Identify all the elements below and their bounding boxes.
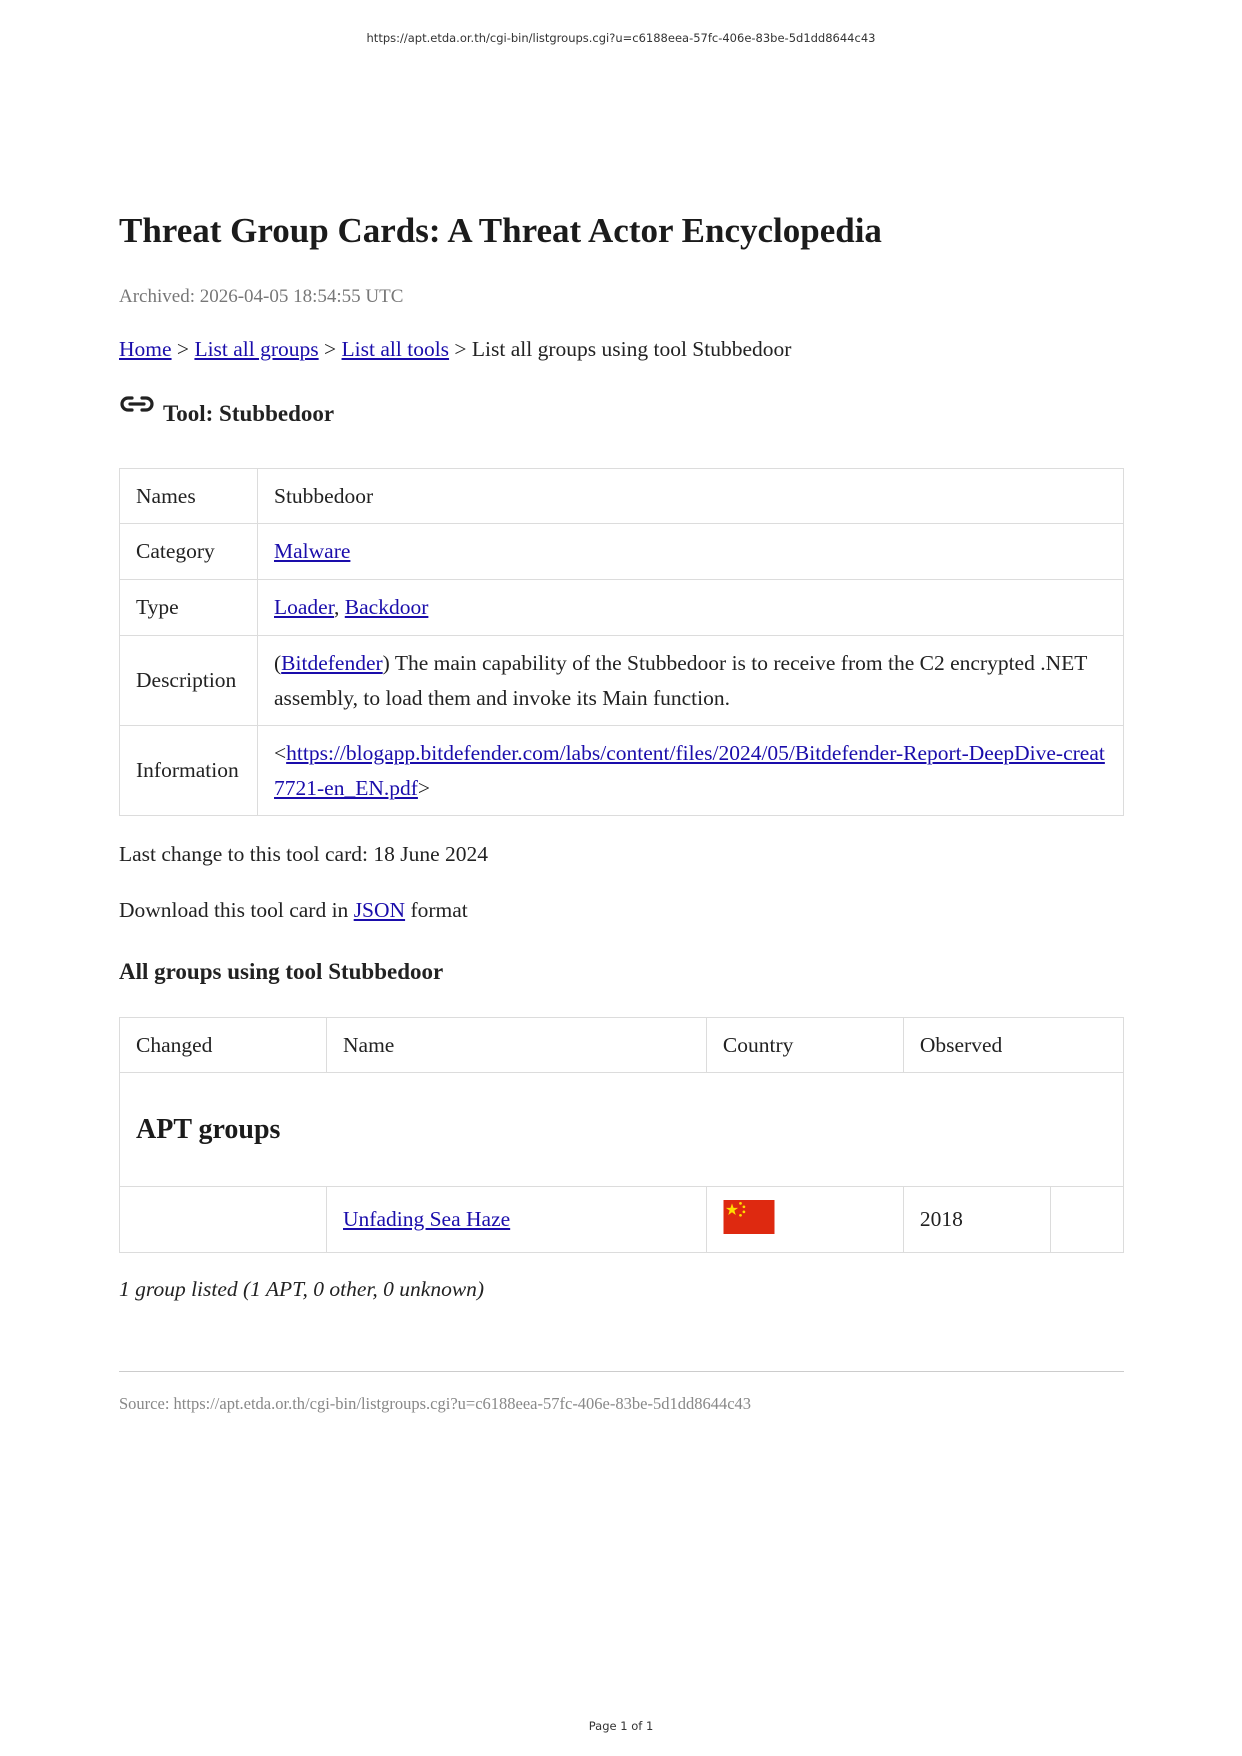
link-icon xyxy=(119,393,155,415)
information-open: < xyxy=(274,741,287,766)
print-header-url: https://apt.etda.or.th/cgi-bin/listgroups.cgi?u=c6188eea-57fc-406e-83be-5d1dd8644c43 xyxy=(366,31,876,45)
groups-heading: All groups using tool Stubbedoor xyxy=(119,959,444,984)
column-header-changed: Changed xyxy=(120,1018,327,1073)
tool-info-table xyxy=(119,468,1124,816)
description-label: Description xyxy=(120,636,258,726)
table-header-row xyxy=(120,1018,1124,1073)
description-text: ) The main capability of the Stubbedoor is to receive from the C2 encrypted .NET assembly, to load them and invoke its Main function. xyxy=(274,651,1087,710)
page-title: Threat Group Cards: A Threat Actor Encyclopedia xyxy=(119,211,882,250)
table-row xyxy=(120,469,1124,524)
table-row xyxy=(120,636,1124,726)
section-row xyxy=(120,1073,1124,1187)
apt-section-cell xyxy=(120,1073,1124,1187)
type-separator: , xyxy=(334,595,345,619)
description-open-paren: ( xyxy=(274,651,282,676)
page-number: Page 1 of 1 xyxy=(588,1719,654,1733)
name-cell xyxy=(327,1187,707,1253)
breadcrumb-list-groups-link[interactable]: List all groups xyxy=(194,337,319,361)
download-line xyxy=(119,898,468,923)
table-row xyxy=(120,726,1124,816)
description-source-link[interactable]: Bitdefender xyxy=(281,651,383,676)
breadcrumb-current: > List all groups using tool Stubbedoor xyxy=(449,337,792,361)
archived-timestamp: Archived: 2026-04-05 18:54:55 UTC xyxy=(119,286,404,307)
groups-summary: 1 group listed (1 APT, 0 other, 0 unknown) xyxy=(119,1277,485,1301)
type-loader-link[interactable]: Loader xyxy=(274,595,335,619)
tool-heading xyxy=(119,401,334,427)
names-label: Names xyxy=(120,469,258,524)
information-close: > xyxy=(417,775,431,800)
table-row xyxy=(120,1187,1124,1253)
source-url: Source: https://apt.etda.or.th/cgi-bin/listgroups.cgi?u=c6188eea-57fc-406e-83be-5d1dd8644c43 xyxy=(119,1394,752,1413)
names-value: Stubbedoor xyxy=(258,469,1124,524)
column-header-name: Name xyxy=(327,1018,707,1073)
category-cell xyxy=(258,524,1124,580)
category-label: Category xyxy=(120,524,258,580)
apt-groups-heading: APT groups xyxy=(136,1113,281,1145)
information-label: Information xyxy=(120,726,258,816)
breadcrumb-list-tools-link[interactable]: List all tools xyxy=(341,337,450,361)
description-cell xyxy=(258,636,1124,726)
group-name-link[interactable]: Unfading Sea Haze xyxy=(343,1207,511,1231)
json-download-link[interactable]: JSON xyxy=(353,898,406,922)
category-malware-link[interactable]: Malware xyxy=(274,539,351,563)
breadcrumb xyxy=(119,337,791,362)
download-prefix: Download this tool card in xyxy=(119,898,354,922)
column-header-country: Country xyxy=(706,1018,903,1073)
table-row xyxy=(120,580,1124,636)
empty-cell xyxy=(1050,1187,1123,1253)
information-cell xyxy=(258,726,1124,816)
observed-cell: 2018 xyxy=(903,1187,1050,1253)
last-change-text: Last change to this tool card: 18 June 2024 xyxy=(119,842,489,866)
breadcrumb-home-link[interactable]: Home xyxy=(119,337,172,361)
tool-heading-text: Tool: Stubbedoor xyxy=(163,401,335,426)
breadcrumb-separator: > xyxy=(171,337,195,361)
china-flag-icon xyxy=(723,1200,775,1234)
information-url-link[interactable]: https://blogapp.bitdefender.com/labs/content/files/2024/05/Bitdefender-Report-DeepDive-creat7721-en_EN.pdf xyxy=(274,741,1105,800)
divider xyxy=(119,1371,1124,1372)
download-suffix: format xyxy=(405,898,468,922)
table-row xyxy=(120,524,1124,580)
column-header-observed: Observed xyxy=(903,1018,1123,1073)
type-backdoor-link[interactable]: Backdoor xyxy=(344,595,429,619)
type-cell xyxy=(258,580,1124,636)
type-label: Type xyxy=(120,580,258,636)
changed-cell xyxy=(120,1187,327,1253)
groups-table xyxy=(119,1017,1124,1253)
breadcrumb-separator: > xyxy=(318,337,342,361)
country-cell xyxy=(706,1187,903,1253)
